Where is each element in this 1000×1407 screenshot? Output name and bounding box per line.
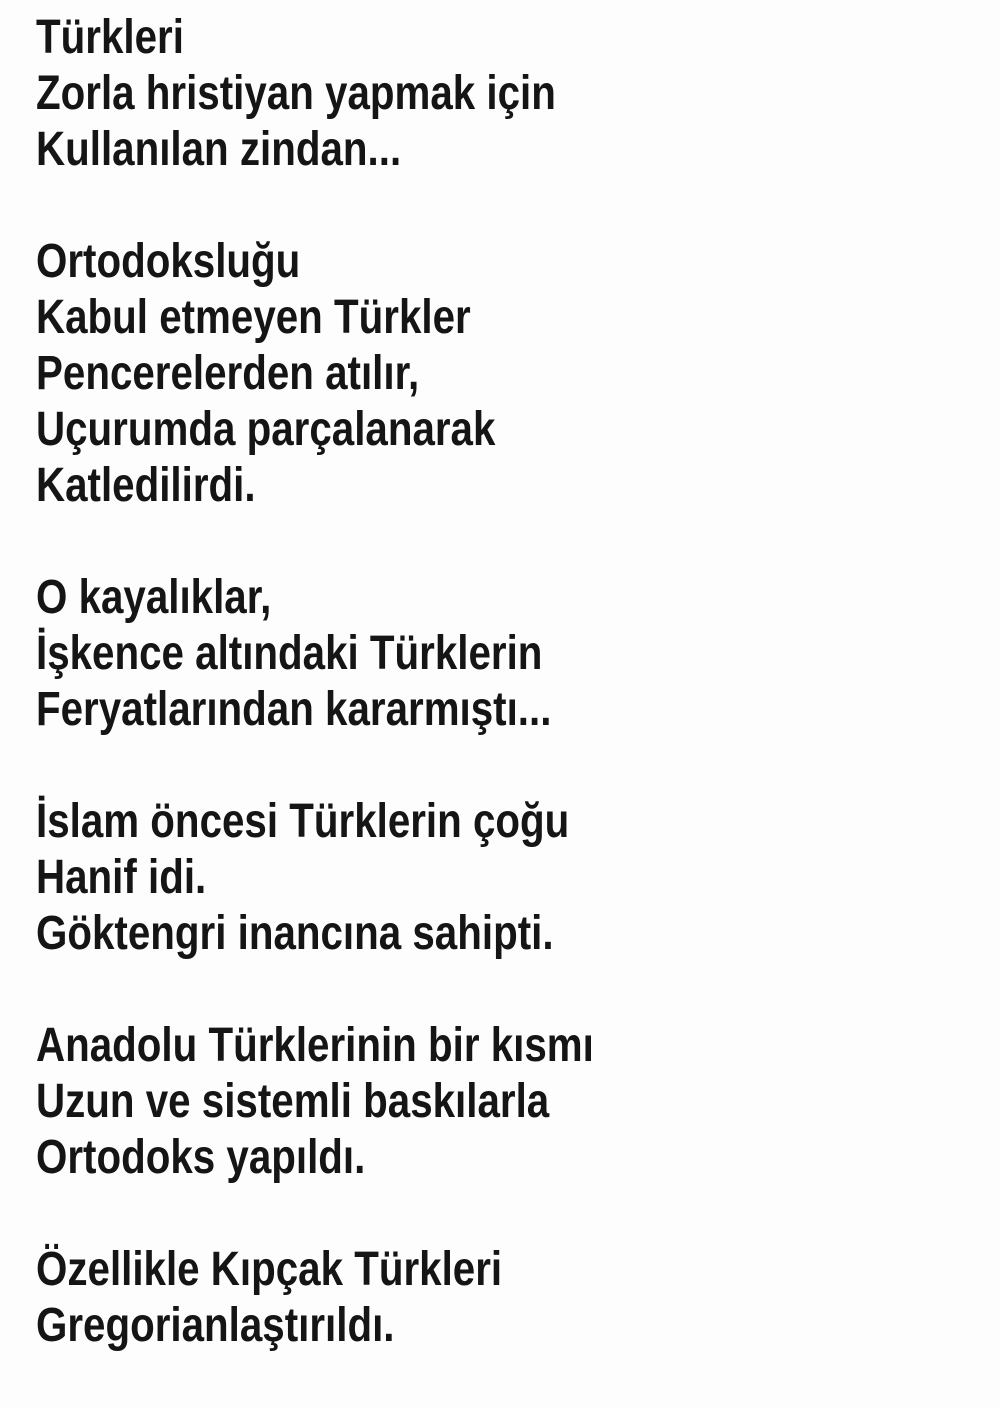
paragraph-2	[36, 234, 960, 514]
text-line: Anadolu Türklerinin bir kısmı	[36, 1019, 594, 1072]
text-line: Uçurumda parçalanarak	[36, 403, 496, 456]
text-line: Zorla hristiyan yapmak için	[36, 67, 556, 120]
text-line: Pencerelerden atılır,	[36, 347, 420, 400]
paragraph-4	[36, 794, 960, 962]
text-line: Katledilirdi.	[36, 459, 256, 512]
paragraph-1	[36, 10, 960, 178]
text-line: Kullanılan zindan...	[36, 123, 402, 176]
text-line: Özellikle Kıpçak Türkleri	[36, 1243, 503, 1296]
text-line: Kabul etmeyen Türkler	[36, 291, 471, 344]
text-content	[36, 10, 960, 1354]
text-line: Türkleri	[36, 11, 184, 64]
text-line: Ortodoks yapıldı.	[36, 1131, 366, 1184]
text-line: O kayalıklar,	[36, 571, 272, 624]
text-line: Gregorianlaştırıldı.	[36, 1299, 395, 1352]
text-line: İşkence altındaki Türklerin	[36, 627, 543, 680]
text-line: Göktengri inancına sahipti.	[36, 907, 554, 960]
text-line: İslam öncesi Türklerin çoğu	[36, 795, 570, 848]
paragraph-6	[36, 1242, 960, 1354]
text-line: Hanif idi.	[36, 851, 207, 904]
text-line: Uzun ve sistemli baskılarla	[36, 1075, 550, 1128]
text-line: Ortodoksluğu	[36, 235, 301, 288]
text-line: Feryatlarından kararmıştı...	[36, 683, 552, 736]
paragraph-3	[36, 570, 960, 738]
paragraph-5	[36, 1018, 960, 1186]
